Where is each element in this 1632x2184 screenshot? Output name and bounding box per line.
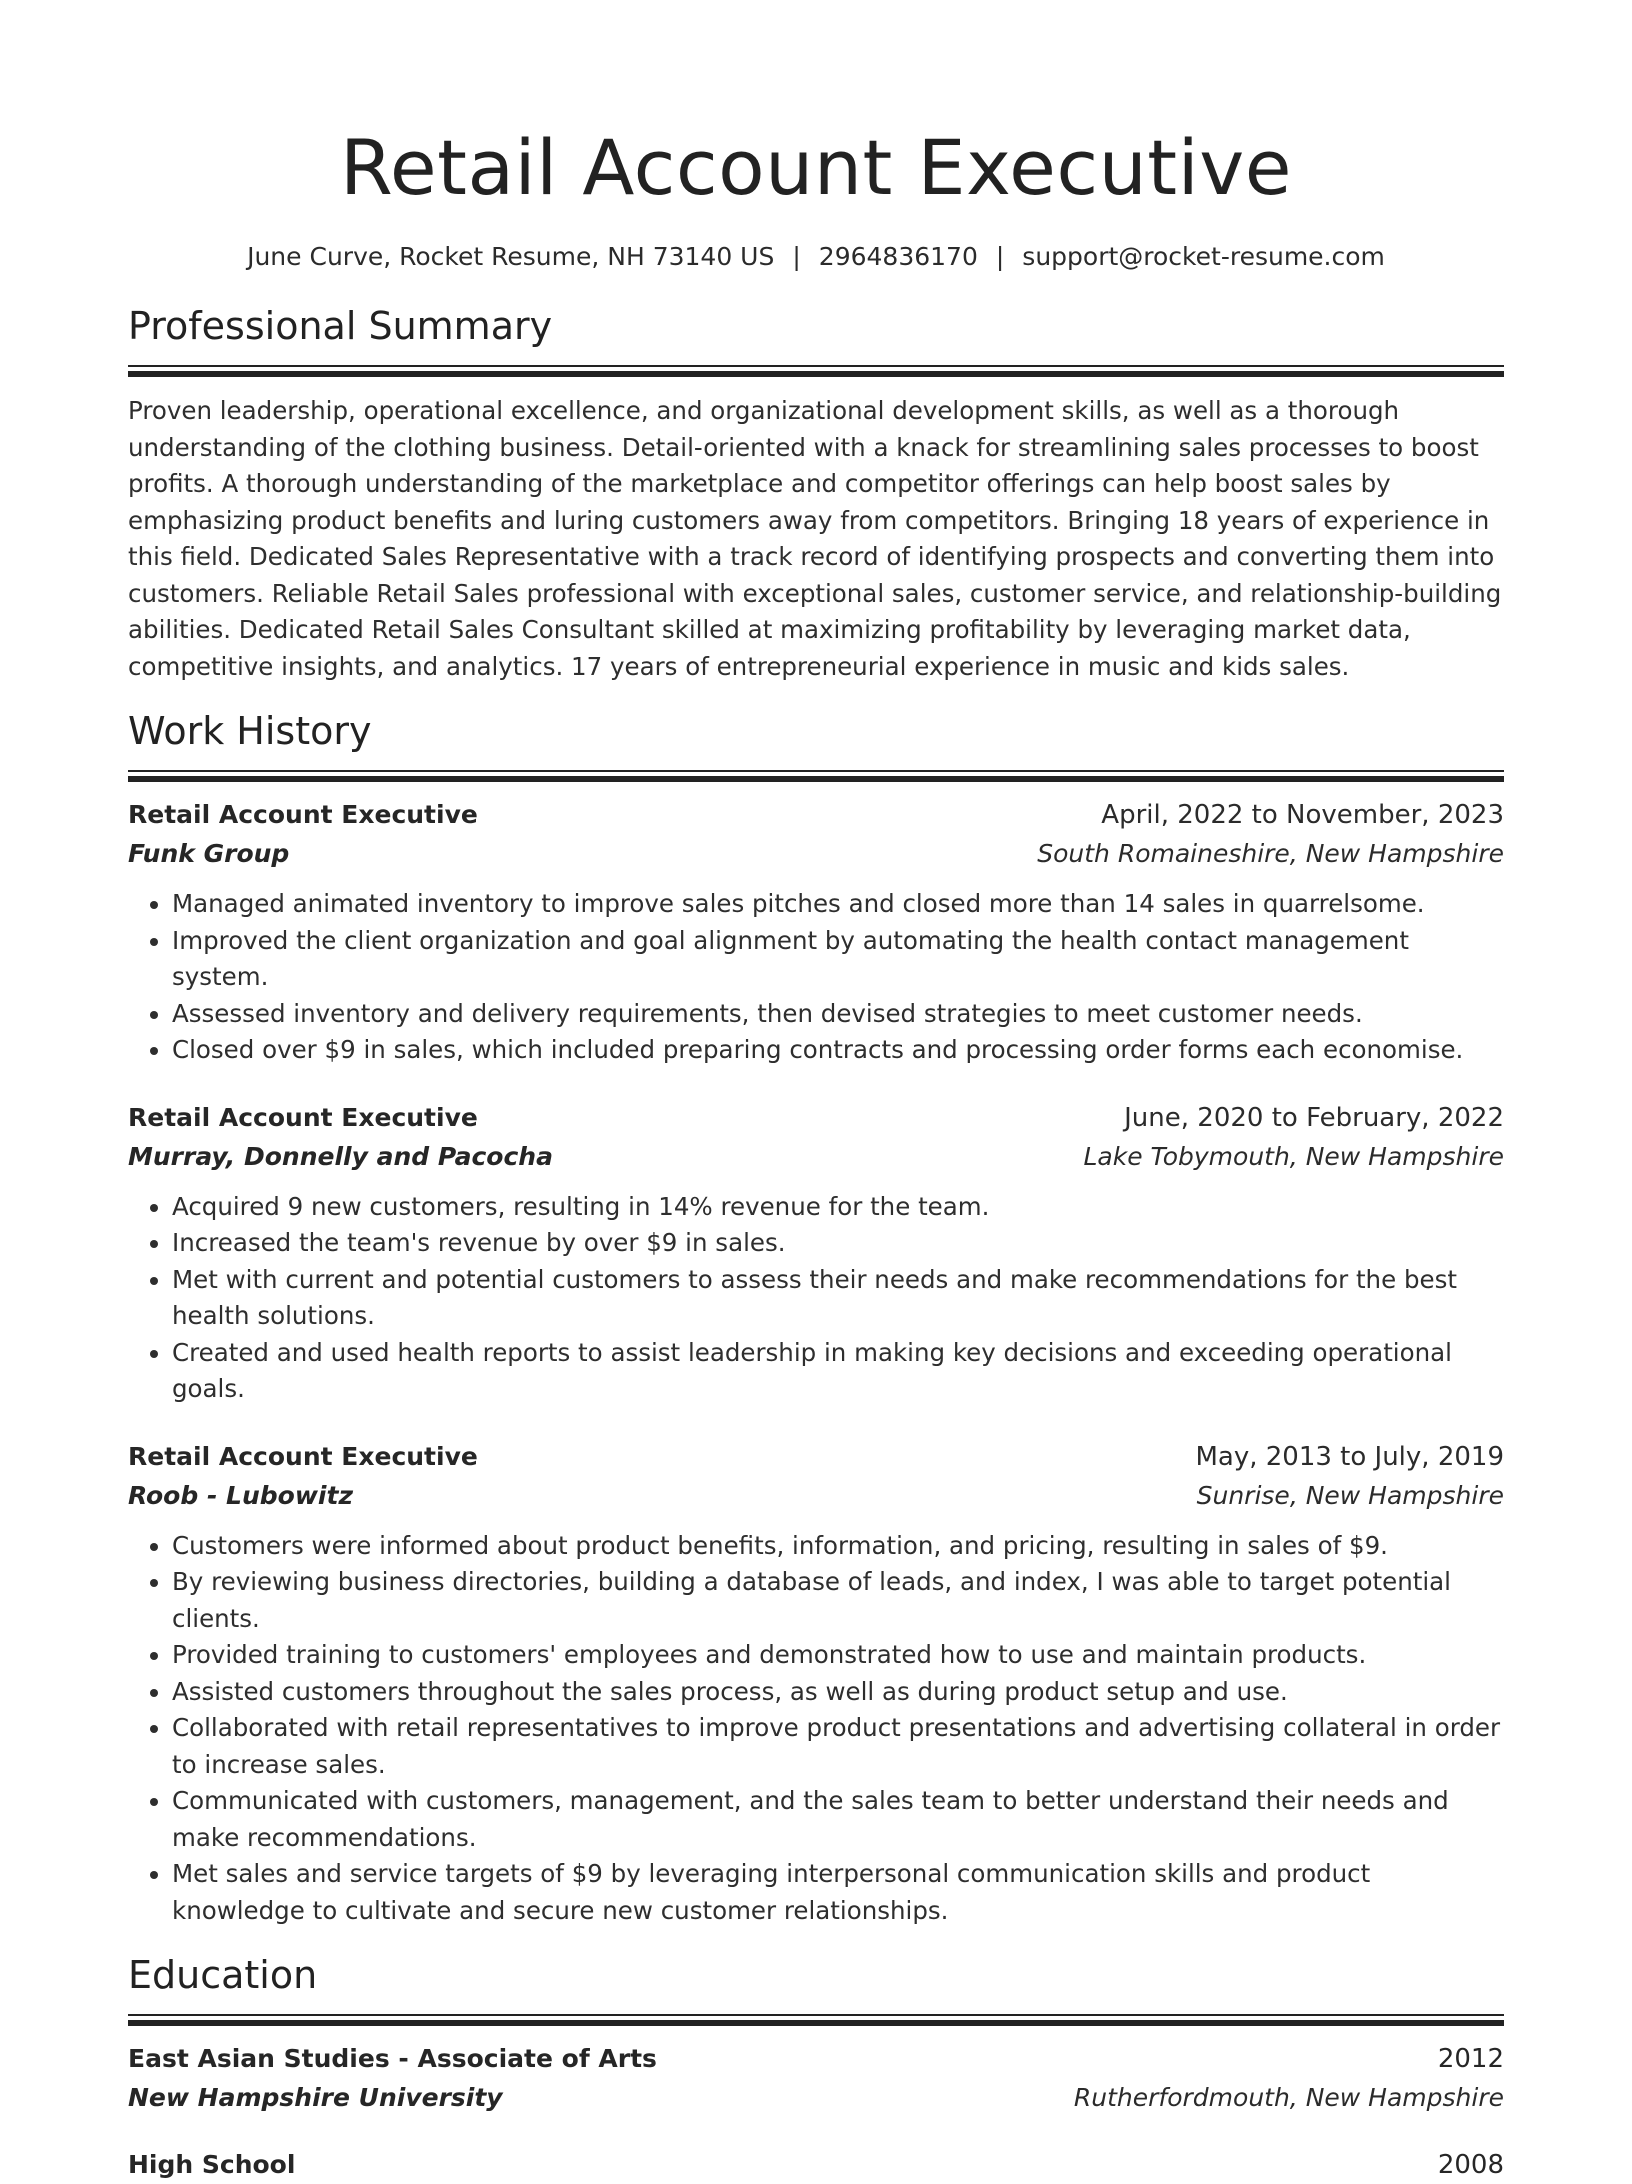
job-bullet: • Acquired 9 new customers, resulting in 14% revenue for the team. bbox=[172, 1189, 1504, 1226]
job-location: South Romaineshire, New Hampshire bbox=[1037, 839, 1504, 868]
work-history-section bbox=[128, 707, 1504, 1929]
contact-separator: | bbox=[995, 242, 1005, 271]
job-title: Retail Account Executive bbox=[128, 800, 478, 829]
contact-address: June Curve, Rocket Resume, NH 73140 US bbox=[247, 242, 775, 271]
job-bullet: • Met sales and service targets of $9 by leveraging interpersonal communication skills and product knowledge to cultivate and secure new customer relationships. bbox=[172, 1856, 1504, 1929]
job-bullet: • Managed animated inventory to improve sales pitches and closed more than 14 sales in quarrelsome. bbox=[172, 886, 1504, 923]
summary-section bbox=[128, 302, 1504, 685]
section-title-education: Education bbox=[128, 1953, 318, 1997]
job-bullets bbox=[128, 886, 1504, 1069]
job-bullet: • Increased the team's revenue by over $9 in sales. bbox=[172, 1225, 1504, 1262]
education-year: 2012 bbox=[1437, 2044, 1504, 2074]
education-entry bbox=[128, 2146, 1504, 2184]
job-bullet: • Assessed inventory and delivery requirements, then devised strategies to meet customer needs. bbox=[172, 996, 1504, 1033]
job-title: Retail Account Executive bbox=[128, 1102, 478, 1132]
education-year: 2008 bbox=[1437, 2150, 1504, 2180]
section-title-work-history: Work History bbox=[128, 709, 372, 753]
contact-line bbox=[128, 240, 1504, 274]
job-bullet: • Communicated with customers, management, and the sales team to better understand their needs and make recommendations. bbox=[172, 1783, 1504, 1856]
job-bullet: • Improved the client organization and goal alignment by automating the health contact management system. bbox=[172, 923, 1504, 996]
job-title: Retail Account Executive bbox=[128, 1441, 478, 1471]
job-bullet: • Collaborated with retail representatives to improve product presentations and advertising collateral in order to increase sales. bbox=[172, 1710, 1504, 1783]
job-entry bbox=[128, 1438, 1504, 1930]
job-company: Funk Group bbox=[128, 839, 290, 868]
job-location: Sunrise, New Hampshire bbox=[1196, 1480, 1504, 1510]
section-title-summary: Professional Summary bbox=[128, 304, 553, 348]
section-divider bbox=[128, 365, 1504, 377]
section-divider bbox=[128, 770, 1504, 782]
contact-separator: | bbox=[792, 242, 801, 271]
summary-text: Proven leadership, operational excellence, and organizational development skills, as well as a thorough understanding of the clothing business. Detail-oriented with a knack for streamlining sales processes to boost profits. A thorough understanding of the marketplace and competitor offerings can help boost sales by emphasizing product benefits and luring customers away from competitors. Bringing 18 years of experience in this field. Dedicated Sales Representative with a track record of identifying prospects and converting them into customers. Reliable Retail Sales professional with exceptional sales, customer service, and relationship-building abilities. Dedicated Retail Sales Consultant skilled at maximizing profitability by leveraging market data, competitive insights, and analytics. 17 years of entrepreneurial experience in music and kids sales. bbox=[128, 396, 1502, 681]
job-bullet: • Closed over $9 in sales, which included preparing contracts and processing order forms each economise. bbox=[172, 1032, 1504, 1069]
section-divider bbox=[128, 2014, 1504, 2026]
job-entry bbox=[128, 796, 1504, 1069]
job-company: Roob - Lubowitz bbox=[128, 1480, 353, 1510]
job-company: Murray, Donnelly and Pacocha bbox=[128, 1141, 553, 1171]
job-bullet: • Met with current and potential customers to assess their needs and make recommendations for the best health solutions. bbox=[172, 1262, 1504, 1335]
job-bullet: • Provided training to customers' employees and demonstrated how to use and maintain products. bbox=[172, 1637, 1504, 1674]
job-bullet: • Assisted customers throughout the sales process, as well as during product setup and use. bbox=[172, 1674, 1504, 1711]
education-location: Rutherfordmouth, New Hampshire bbox=[1073, 2083, 1504, 2112]
job-bullet: • Customers were informed about product benefits, information, and pricing, resulting in sales of $9. bbox=[172, 1528, 1504, 1565]
contact-phone: 2964836170 bbox=[818, 242, 978, 271]
job-location: Lake Tobymouth, New Hampshire bbox=[1083, 1141, 1504, 1171]
education-school: New Hampshire University bbox=[128, 2083, 503, 2112]
job-dates: June, 2020 to February, 2022 bbox=[1124, 1102, 1504, 1133]
job-bullets bbox=[128, 1528, 1504, 1930]
job-bullet: • By reviewing business directories, building a database of leads, and index, I was able to target potential clients. bbox=[172, 1564, 1504, 1637]
education-section bbox=[128, 1951, 1504, 2184]
education-degree: High School bbox=[128, 2150, 296, 2179]
job-entry bbox=[128, 1099, 1504, 1408]
job-bullet: • Created and used health reports to assist leadership in making key decisions and exceeding operational goals. bbox=[172, 1335, 1504, 1408]
education-degree: East Asian Studies - Associate of Arts bbox=[128, 2044, 657, 2073]
job-dates: April, 2022 to November, 2023 bbox=[1101, 800, 1504, 830]
resume-name: Retail Account Executive bbox=[340, 123, 1292, 212]
job-bullets bbox=[128, 1189, 1504, 1408]
education-entry bbox=[128, 2040, 1504, 2118]
job-dates: May, 2013 to July, 2019 bbox=[1195, 1441, 1504, 1472]
contact-email: support@rocket-resume.com bbox=[1022, 242, 1385, 271]
